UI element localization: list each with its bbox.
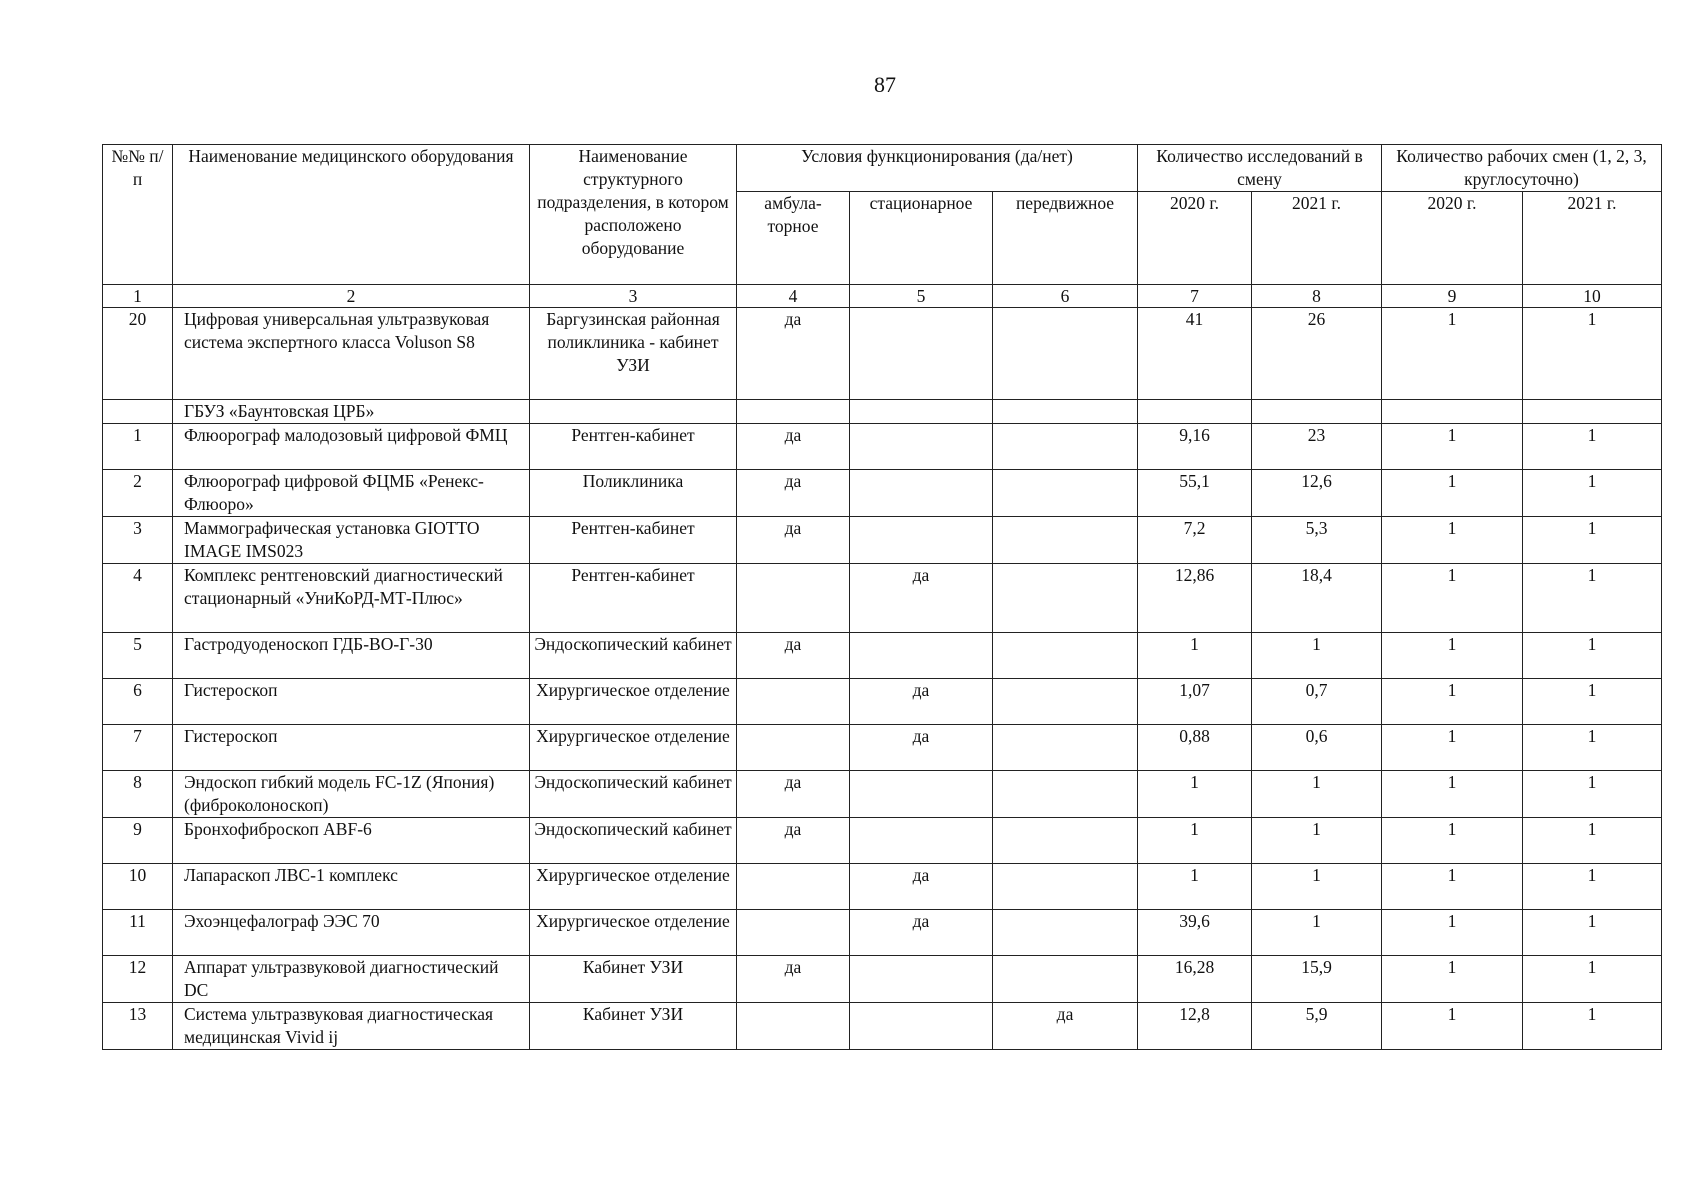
structural-unit: Хирургическое отделение xyxy=(530,725,737,771)
header-conditions: Условия функционирования (да/нет) xyxy=(737,145,1138,192)
column-number: 6 xyxy=(993,285,1138,308)
equipment-rows xyxy=(103,424,1662,1050)
column-number: 7 xyxy=(1138,285,1252,308)
stationary-value xyxy=(850,1003,993,1050)
row-number: 8 xyxy=(103,771,173,818)
structural-unit: Эндоскопический кабинет xyxy=(530,633,737,679)
table-row xyxy=(103,864,1662,910)
ambulatory-value: да xyxy=(737,470,850,517)
table-row xyxy=(103,517,1662,564)
column-number: 10 xyxy=(1523,285,1662,308)
empty-cell xyxy=(103,400,173,424)
stationary-value xyxy=(850,517,993,564)
column-numbers-row xyxy=(103,285,1662,308)
structural-unit: Хирургическое отделение xyxy=(530,679,737,725)
mobile-value xyxy=(993,864,1138,910)
structural-unit: Рентген-кабинет xyxy=(530,517,737,564)
structural-unit: Эндоскопический кабинет xyxy=(530,818,737,864)
shifts-2021-value: 1 xyxy=(1523,679,1662,725)
shifts-2020-value: 1 xyxy=(1382,956,1523,1003)
row-number: 10 xyxy=(103,864,173,910)
row-number: 5 xyxy=(103,633,173,679)
equipment-name: Бронхофиброскоп ABF-6 xyxy=(173,818,530,864)
empty-cell xyxy=(993,400,1138,424)
row-number: 6 xyxy=(103,679,173,725)
row-number: 9 xyxy=(103,818,173,864)
shifts-2021-value: 1 xyxy=(1523,470,1662,517)
row-number: 12 xyxy=(103,956,173,1003)
studies-2021-value: 23 xyxy=(1252,424,1382,470)
studies-2020-value: 12,86 xyxy=(1138,564,1252,633)
studies-2020-value: 1 xyxy=(1138,864,1252,910)
empty-cell xyxy=(1382,400,1523,424)
table-row xyxy=(103,910,1662,956)
table-row xyxy=(103,818,1662,864)
shifts-2020-value: 1 xyxy=(1382,517,1523,564)
row-number: 13 xyxy=(103,1003,173,1050)
row-number: 20 xyxy=(103,308,173,400)
shifts-2020-value: 1 xyxy=(1382,308,1523,400)
studies-2020-value: 1 xyxy=(1138,818,1252,864)
empty-cell xyxy=(1523,400,1662,424)
equipment-table xyxy=(102,144,1662,1050)
header-structural-unit: Наименование структурного подразделения, в котором расположено оборудование xyxy=(530,145,737,285)
ambulatory-value xyxy=(737,679,850,725)
studies-2021-value: 1 xyxy=(1252,771,1382,818)
empty-cell xyxy=(1252,400,1382,424)
column-number: 4 xyxy=(737,285,850,308)
empty-cell xyxy=(530,400,737,424)
studies-2021-value: 18,4 xyxy=(1252,564,1382,633)
mobile-value xyxy=(993,517,1138,564)
header-ambulatory: амбула-торное xyxy=(737,192,850,285)
section-row xyxy=(103,400,1662,424)
header-shifts-2021: 2021 г. xyxy=(1523,192,1662,285)
shifts-2021-value: 1 xyxy=(1523,308,1662,400)
column-number: 5 xyxy=(850,285,993,308)
shifts-2020-value: 1 xyxy=(1382,1003,1523,1050)
row-number: 1 xyxy=(103,424,173,470)
shifts-2020-value: 1 xyxy=(1382,771,1523,818)
structural-unit: Хирургическое отделение xyxy=(530,864,737,910)
stationary-value: да xyxy=(850,564,993,633)
stationary-value xyxy=(850,308,993,400)
header-work-shifts: Количество рабочих смен (1, 2, 3, круглосуточно) xyxy=(1382,145,1662,192)
shifts-2020-value: 1 xyxy=(1382,910,1523,956)
shifts-2021-value: 1 xyxy=(1523,1003,1662,1050)
shifts-2021-value: 1 xyxy=(1523,910,1662,956)
ambulatory-value: да xyxy=(737,308,850,400)
page-number: 87 xyxy=(874,72,896,97)
mobile-value: да xyxy=(993,1003,1138,1050)
shifts-2021-value: 1 xyxy=(1523,956,1662,1003)
header-row-1 xyxy=(103,145,1662,192)
structural-unit: Кабинет УЗИ xyxy=(530,956,737,1003)
shifts-2021-value: 1 xyxy=(1523,818,1662,864)
equipment-name: Система ультразвуковая диагностическая медицинская Vivid ij xyxy=(173,1003,530,1050)
ambulatory-value: да xyxy=(737,818,850,864)
studies-2020-value: 1 xyxy=(1138,771,1252,818)
header-mobile: передвижное xyxy=(993,192,1138,285)
structural-unit: Баргузинская районная поликлиника - кабинет УЗИ xyxy=(530,308,737,400)
stationary-value xyxy=(850,771,993,818)
column-number: 3 xyxy=(530,285,737,308)
header-stationary: стационарное xyxy=(850,192,993,285)
studies-2021-value: 1 xyxy=(1252,864,1382,910)
shifts-2020-value: 1 xyxy=(1382,818,1523,864)
equipment-name: Гистероскоп xyxy=(173,679,530,725)
studies-2021-value: 26 xyxy=(1252,308,1382,400)
studies-2020-value: 0,88 xyxy=(1138,725,1252,771)
equipment-name: Флюорограф малодозовый цифровой ФМЦ xyxy=(173,424,530,470)
ambulatory-value: да xyxy=(737,424,850,470)
studies-2020-value: 1 xyxy=(1138,633,1252,679)
equipment-name: Эхоэнцефалограф ЭЭС 70 xyxy=(173,910,530,956)
mobile-value xyxy=(993,633,1138,679)
stationary-value xyxy=(850,818,993,864)
column-number: 8 xyxy=(1252,285,1382,308)
studies-2020-value: 7,2 xyxy=(1138,517,1252,564)
ambulatory-value xyxy=(737,910,850,956)
empty-cell xyxy=(1138,400,1252,424)
stationary-value: да xyxy=(850,725,993,771)
row-number: 2 xyxy=(103,470,173,517)
stationary-value: да xyxy=(850,910,993,956)
row-number: 4 xyxy=(103,564,173,633)
equipment-name: Лапараскоп ЛВС-1 комплекс xyxy=(173,864,530,910)
header-number: №№ п/п xyxy=(103,145,173,285)
shifts-2021-value: 1 xyxy=(1523,424,1662,470)
section-title: ГБУЗ «Баунтовская ЦРБ» xyxy=(173,400,530,424)
stationary-value: да xyxy=(850,679,993,725)
stationary-value: да xyxy=(850,864,993,910)
row-number: 3 xyxy=(103,517,173,564)
studies-2021-value: 1 xyxy=(1252,633,1382,679)
studies-2020-value: 9,16 xyxy=(1138,424,1252,470)
table-row xyxy=(103,470,1662,517)
equipment-name: Маммографическая установка GIOTTO IMAGE IMS023 xyxy=(173,517,530,564)
shifts-2020-value: 1 xyxy=(1382,679,1523,725)
table-row xyxy=(103,424,1662,470)
studies-2021-value: 15,9 xyxy=(1252,956,1382,1003)
ambulatory-value xyxy=(737,564,850,633)
equipment-name: Цифровая универсальная ультразвуковая система экспертного класса Voluson S8 xyxy=(173,308,530,400)
table-row xyxy=(103,308,1662,400)
ambulatory-value: да xyxy=(737,633,850,679)
structural-unit: Хирургическое отделение xyxy=(530,910,737,956)
row-number: 7 xyxy=(103,725,173,771)
header-shifts-2020: 2020 г. xyxy=(1382,192,1523,285)
mobile-value xyxy=(993,725,1138,771)
column-number: 2 xyxy=(173,285,530,308)
shifts-2020-value: 1 xyxy=(1382,470,1523,517)
equipment-name: Комплекс рентгеновский диагностический стационарный «УниКоРД-МТ-Плюс» xyxy=(173,564,530,633)
column-number: 9 xyxy=(1382,285,1523,308)
ambulatory-value xyxy=(737,725,850,771)
stationary-value xyxy=(850,470,993,517)
mobile-value xyxy=(993,308,1138,400)
structural-unit: Рентген-кабинет xyxy=(530,564,737,633)
equipment-name: Флюорограф цифровой ФЦМБ «Ренекс-Флюоро» xyxy=(173,470,530,517)
studies-2020-value: 1,07 xyxy=(1138,679,1252,725)
stationary-value xyxy=(850,424,993,470)
ambulatory-value: да xyxy=(737,771,850,818)
shifts-2021-value: 1 xyxy=(1523,771,1662,818)
studies-2020-value: 16,28 xyxy=(1138,956,1252,1003)
studies-2020-value: 12,8 xyxy=(1138,1003,1252,1050)
shifts-2020-value: 1 xyxy=(1382,725,1523,771)
table-row xyxy=(103,725,1662,771)
mobile-value xyxy=(993,818,1138,864)
empty-cell xyxy=(737,400,850,424)
mobile-value xyxy=(993,424,1138,470)
ambulatory-value xyxy=(737,864,850,910)
mobile-value xyxy=(993,564,1138,633)
studies-2021-value: 0,6 xyxy=(1252,725,1382,771)
row-number: 11 xyxy=(103,910,173,956)
studies-2020-value: 41 xyxy=(1138,308,1252,400)
shifts-2020-value: 1 xyxy=(1382,864,1523,910)
empty-cell xyxy=(850,400,993,424)
mobile-value xyxy=(993,679,1138,725)
shifts-2021-value: 1 xyxy=(1523,864,1662,910)
studies-2021-value: 12,6 xyxy=(1252,470,1382,517)
mobile-value xyxy=(993,956,1138,1003)
studies-2021-value: 1 xyxy=(1252,910,1382,956)
table-row xyxy=(103,956,1662,1003)
shifts-2020-value: 1 xyxy=(1382,424,1523,470)
ambulatory-value xyxy=(737,1003,850,1050)
structural-unit: Эндоскопический кабинет xyxy=(530,771,737,818)
studies-2021-value: 0,7 xyxy=(1252,679,1382,725)
header-equipment-name: Наименование медицинского оборудования xyxy=(173,145,530,285)
studies-2021-value: 1 xyxy=(1252,818,1382,864)
shifts-2020-value: 1 xyxy=(1382,633,1523,679)
shifts-2021-value: 1 xyxy=(1523,564,1662,633)
mobile-value xyxy=(993,771,1138,818)
structural-unit: Рентген-кабинет xyxy=(530,424,737,470)
shifts-2020-value: 1 xyxy=(1382,564,1523,633)
header-studies-2021: 2021 г. xyxy=(1252,192,1382,285)
mobile-value xyxy=(993,910,1138,956)
shifts-2021-value: 1 xyxy=(1523,725,1662,771)
structural-unit: Поликлиника xyxy=(530,470,737,517)
table-row xyxy=(103,679,1662,725)
ambulatory-value: да xyxy=(737,517,850,564)
header-studies-2020: 2020 г. xyxy=(1138,192,1252,285)
equipment-name: Эндоскоп гибкий модель FC-1Z (Япония) (фиброколоноскоп) xyxy=(173,771,530,818)
studies-2021-value: 5,3 xyxy=(1252,517,1382,564)
shifts-2021-value: 1 xyxy=(1523,633,1662,679)
table-row xyxy=(103,633,1662,679)
mobile-value xyxy=(993,470,1138,517)
equipment-name: Аппарат ультразвуковой диагностический DC xyxy=(173,956,530,1003)
structural-unit: Кабинет УЗИ xyxy=(530,1003,737,1050)
equipment-name: Гистероскоп xyxy=(173,725,530,771)
studies-2020-value: 39,6 xyxy=(1138,910,1252,956)
equipment-name: Гастродуоденоскоп ГДБ-ВО-Г-30 xyxy=(173,633,530,679)
table-row xyxy=(103,1003,1662,1050)
column-number: 1 xyxy=(103,285,173,308)
ambulatory-value: да xyxy=(737,956,850,1003)
stationary-value xyxy=(850,633,993,679)
table-row xyxy=(103,771,1662,818)
table-row xyxy=(103,564,1662,633)
stationary-value xyxy=(850,956,993,1003)
header-studies-per-shift: Количество исследований в смену xyxy=(1138,145,1382,192)
studies-2020-value: 55,1 xyxy=(1138,470,1252,517)
shifts-2021-value: 1 xyxy=(1523,517,1662,564)
studies-2021-value: 5,9 xyxy=(1252,1003,1382,1050)
